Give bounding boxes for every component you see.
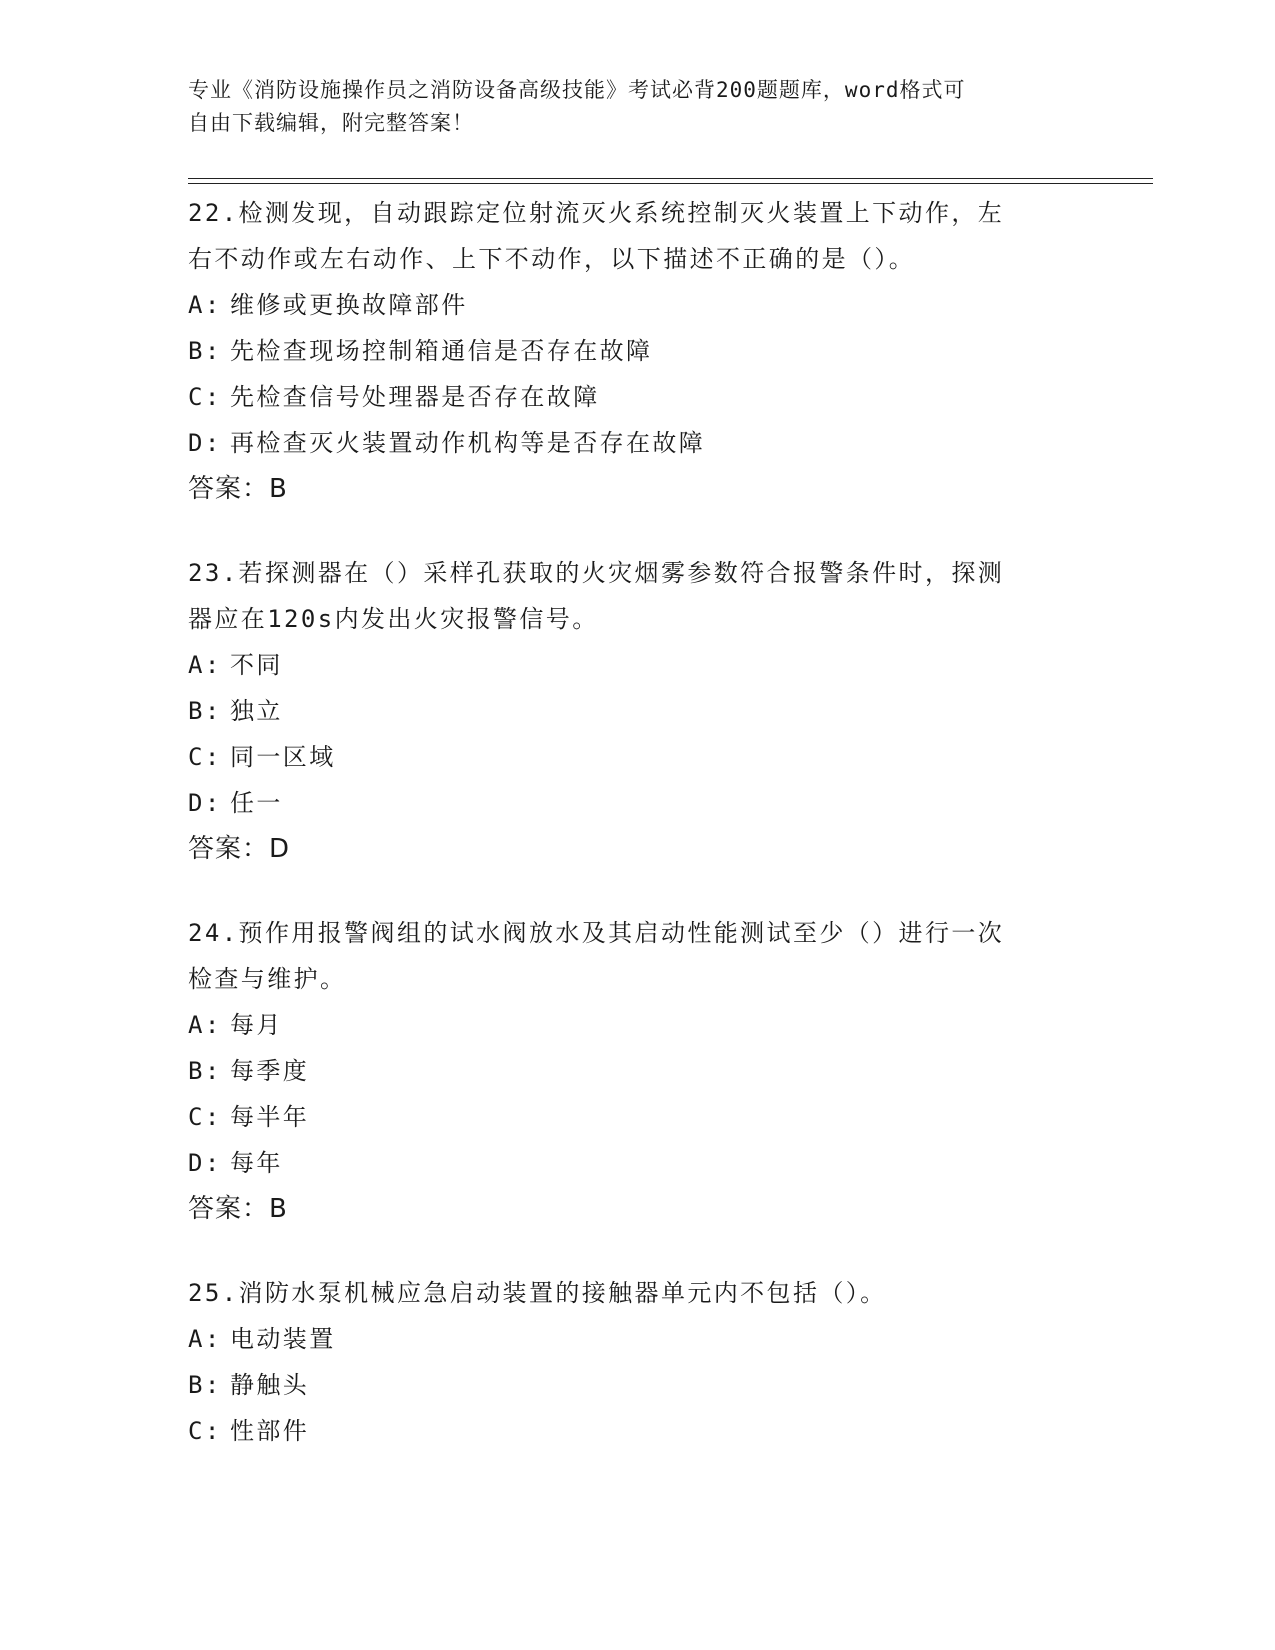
option-letter: D: xyxy=(188,1149,222,1177)
option-text: 独立 xyxy=(230,697,283,725)
question-text: 22.检测发现，自动跟踪定位射流灭火系统控制灭火装置上下动作，左 xyxy=(188,199,1005,227)
option-b xyxy=(188,1048,1088,1094)
option-c xyxy=(188,1408,1088,1454)
question-text-cont: 器应在120s内发出火灾报警信号。 xyxy=(188,605,599,633)
option-text: 不同 xyxy=(230,651,283,679)
header-divider-bottom xyxy=(188,183,1153,184)
question-25 xyxy=(188,1270,1088,1454)
option-letter: C: xyxy=(188,383,222,411)
option-text: 性部件 xyxy=(230,1417,310,1445)
answer-line: 答案：B xyxy=(188,1194,288,1224)
option-letter: B: xyxy=(188,337,222,365)
question-text-cont: 检查与维护。 xyxy=(188,965,347,993)
option-b xyxy=(188,328,1088,374)
option-letter: B: xyxy=(188,697,222,725)
question-24 xyxy=(188,910,1088,1232)
option-text: 每季度 xyxy=(230,1057,310,1085)
question-23 xyxy=(188,550,1088,872)
document-header xyxy=(188,74,1088,140)
option-c xyxy=(188,374,1088,420)
option-a xyxy=(188,1002,1088,1048)
option-letter: C: xyxy=(188,1417,222,1445)
option-a xyxy=(188,642,1088,688)
option-text: 任一 xyxy=(230,789,283,817)
option-d xyxy=(188,420,1088,466)
option-b xyxy=(188,688,1088,734)
question-list xyxy=(188,190,1088,1492)
option-b xyxy=(188,1362,1088,1408)
answer-line: 答案：D xyxy=(188,834,291,864)
option-letter: D: xyxy=(188,789,222,817)
option-letter: B: xyxy=(188,1371,222,1399)
option-letter: D: xyxy=(188,429,222,457)
option-text: 同一区域 xyxy=(230,743,336,771)
option-letter: A: xyxy=(188,291,222,319)
header-line-1: 专业《消防设施操作员之消防设备高级技能》考试必背200题题库，word格式可 xyxy=(188,78,966,102)
question-text: 23.若探测器在（）采样孔获取的火灾烟雾参数符合报警条件时，探测 xyxy=(188,559,1005,587)
option-letter: A: xyxy=(188,651,222,679)
answer-line: 答案：B xyxy=(188,474,288,504)
option-c xyxy=(188,1094,1088,1140)
option-letter: C: xyxy=(188,743,222,771)
option-letter: A: xyxy=(188,1325,222,1353)
option-text: 先检查信号处理器是否存在故障 xyxy=(230,383,600,411)
header-divider-top xyxy=(188,178,1153,179)
option-letter: C: xyxy=(188,1103,222,1131)
option-text: 静触头 xyxy=(230,1371,310,1399)
option-text: 每年 xyxy=(230,1149,283,1177)
question-text: 25.消防水泵机械应急启动装置的接触器单元内不包括（）。 xyxy=(188,1279,887,1307)
question-text-cont: 右不动作或左右动作、上下不动作，以下描述不正确的是（）。 xyxy=(188,245,916,273)
option-text: 先检查现场控制箱通信是否存在故障 xyxy=(230,337,653,365)
option-a xyxy=(188,282,1088,328)
option-text: 维修或更换故障部件 xyxy=(230,291,468,319)
option-text: 再检查灭火装置动作机构等是否存在故障 xyxy=(230,429,706,457)
header-line-2: 自由下载编辑，附完整答案！ xyxy=(188,111,474,135)
option-text: 每月 xyxy=(230,1011,283,1039)
question-text: 24.预作用报警阀组的试水阀放水及其启动性能测试至少（）进行一次 xyxy=(188,919,1005,947)
option-c xyxy=(188,734,1088,780)
option-text: 每半年 xyxy=(230,1103,310,1131)
option-d xyxy=(188,1140,1088,1186)
option-d xyxy=(188,780,1088,826)
option-letter: B: xyxy=(188,1057,222,1085)
option-text: 电动装置 xyxy=(230,1325,336,1353)
option-a xyxy=(188,1316,1088,1362)
option-letter: A: xyxy=(188,1011,222,1039)
question-22 xyxy=(188,190,1088,512)
